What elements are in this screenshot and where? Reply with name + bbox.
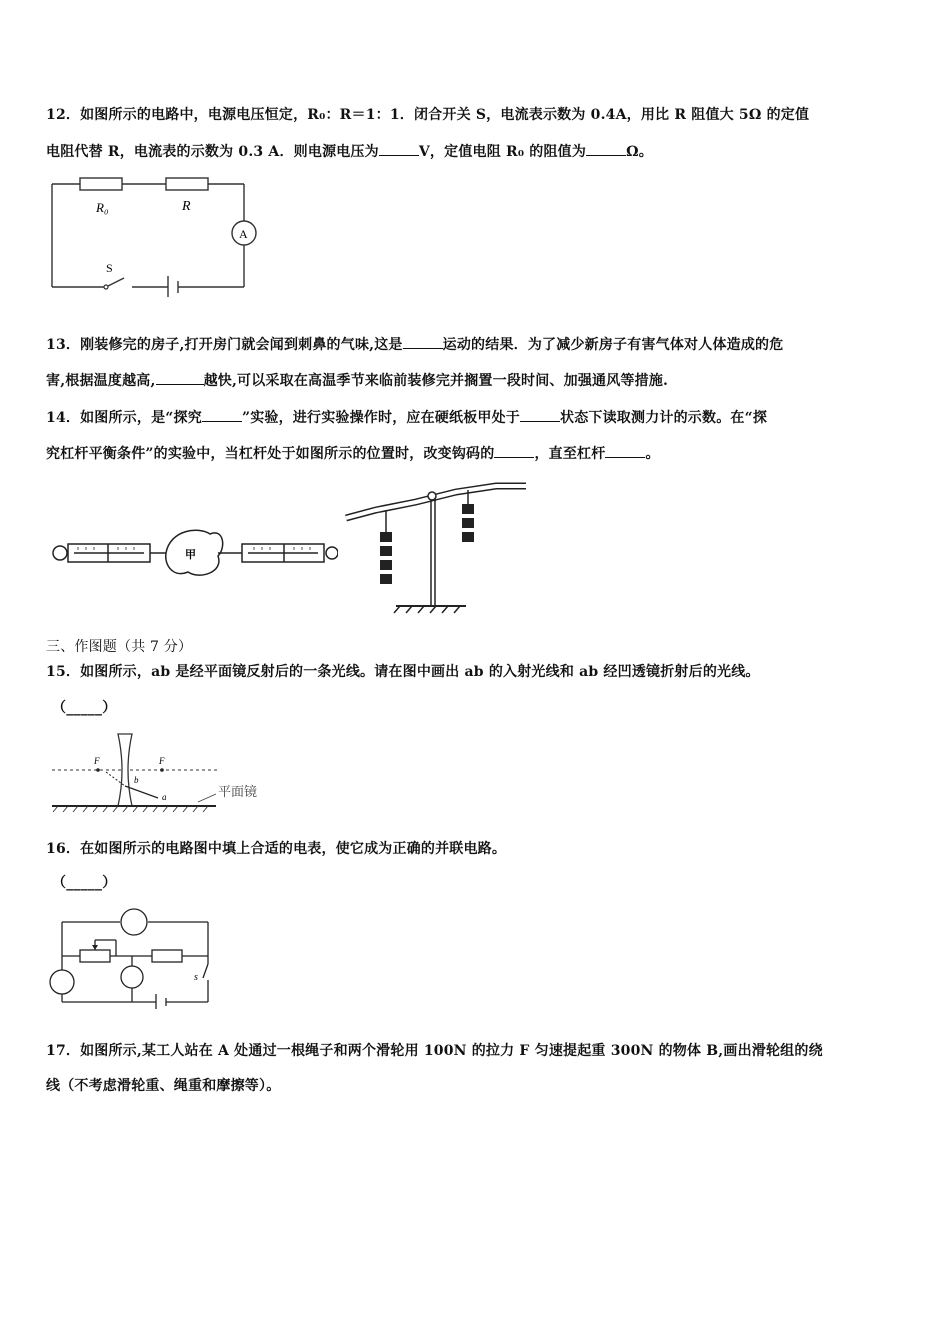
answer-blank[interactable] — [494, 445, 534, 458]
label-card: 甲 — [185, 548, 196, 561]
answer-blank[interactable] — [202, 409, 242, 422]
q14-line-1-post: 状态下读取测力计的示数。在“探 — [560, 410, 768, 426]
q12-line-2-end: Ω。 — [626, 144, 653, 160]
q14-line-2-mid: ，直至杠杆 — [534, 446, 606, 462]
q13-line-2-post: 越快,可以采取在高温季节来临前装修完并搁置一段时间、加强通风等措施. — [203, 373, 669, 389]
meter-top[interactable] — [121, 909, 147, 935]
label-mirror: 平面镜 — [218, 785, 258, 800]
q14-lever-figure — [336, 476, 536, 616]
q13-line-1-post: 运动的结果．为了减少新房子有害气体对人体造成的危 — [442, 337, 784, 353]
q16-answer-placeholder[interactable]: （_____） — [52, 875, 117, 891]
label-switch: s — [194, 972, 198, 983]
q12-circuit-figure — [48, 172, 263, 297]
q12-line-1-pre: 12．如图所示的电路中，电源电压恒定， — [46, 107, 308, 123]
label-focus-left: F — [94, 756, 100, 766]
q17-line-1: 17．如图所示,某工人站在 A 处通过一根绳子和两个滑轮用 100N 的拉力 F 匀速提起重 300N 的物体 B,画出滑轮组的绕 — [46, 1043, 823, 1059]
resistor-r — [166, 178, 208, 190]
q16-text: 16．在如图所示的电路图中填上合适的电表，使它成为正确的并联电路。 — [46, 841, 507, 857]
q13-line-2-pre: 害,根据温度越高, — [46, 373, 156, 389]
label-switch: S — [106, 261, 113, 275]
q14-line-1-pre: 14．如图所示，是“探究 — [46, 410, 202, 426]
rheostat — [80, 950, 110, 962]
q12-line-2-mid: V，定值电阻 R₀ 的阻值为 — [418, 144, 587, 160]
q12-line-1-ratio: R₀：R＝1：1．闭合开关 S，电流表示数为 0.4A，用比 R 阻值大 5Ω 的定值 — [307, 107, 810, 123]
label-r: R — [182, 199, 191, 214]
q15-text: 15．如图所示，ab 是经平面镜反射后的一条光线。请在图中画出 ab 的入射光线和 ab 经凹透镜折射后的光线。 — [46, 664, 760, 680]
q14-line-1-mid: ”实验，进行实验操作时，应在硬纸板甲处于 — [241, 410, 520, 426]
q14-line-2-pre: 究杠杆平衡条件”的实验中，当杠杆处于如图所示的位置时，改变钩码的 — [46, 446, 495, 462]
answer-blank[interactable] — [379, 143, 419, 156]
q12-line-1 — [46, 104, 809, 124]
q15-optics-figure — [48, 730, 278, 815]
q14-line-2 — [46, 443, 660, 463]
label-r0: R₀ — [96, 200, 109, 215]
q14-spring-scale-figure — [48, 520, 338, 592]
resistor — [152, 950, 182, 962]
meter-middle[interactable] — [121, 966, 143, 988]
label-point-b: b — [134, 775, 139, 785]
section-3-title: 三、作图题（共 7 分） — [46, 639, 193, 655]
label-point-a: a — [162, 792, 167, 802]
q17-line-2: 线（不考虑滑轮重、绳重和摩擦等）。 — [46, 1078, 281, 1094]
q16-circuit-figure — [46, 904, 221, 1009]
q12-line-2-pre: 电阻代替 R，电流表的示数为 0.3 A．则电源电压为 — [46, 144, 379, 160]
answer-blank[interactable] — [520, 409, 560, 422]
answer-blank[interactable] — [156, 372, 204, 385]
q13-line-1-pre: 13．刚装修完的房子,打开房门就会闻到刺鼻的气味,这是 — [46, 337, 403, 353]
q14-line-2-end: 。 — [645, 446, 660, 462]
meter-left[interactable] — [50, 970, 74, 994]
resistor-r0 — [80, 178, 122, 190]
q13-line-1 — [46, 334, 783, 354]
answer-blank[interactable] — [586, 143, 626, 156]
q15-answer-placeholder[interactable]: （_____） — [52, 700, 117, 716]
q12-line-2 — [46, 141, 653, 161]
label-focus-right: F — [159, 756, 165, 766]
q13-line-2 — [46, 370, 668, 390]
answer-blank[interactable] — [605, 445, 645, 458]
answer-blank[interactable] — [403, 336, 443, 349]
label-ammeter: A — [239, 227, 248, 241]
q14-line-1 — [46, 407, 767, 427]
